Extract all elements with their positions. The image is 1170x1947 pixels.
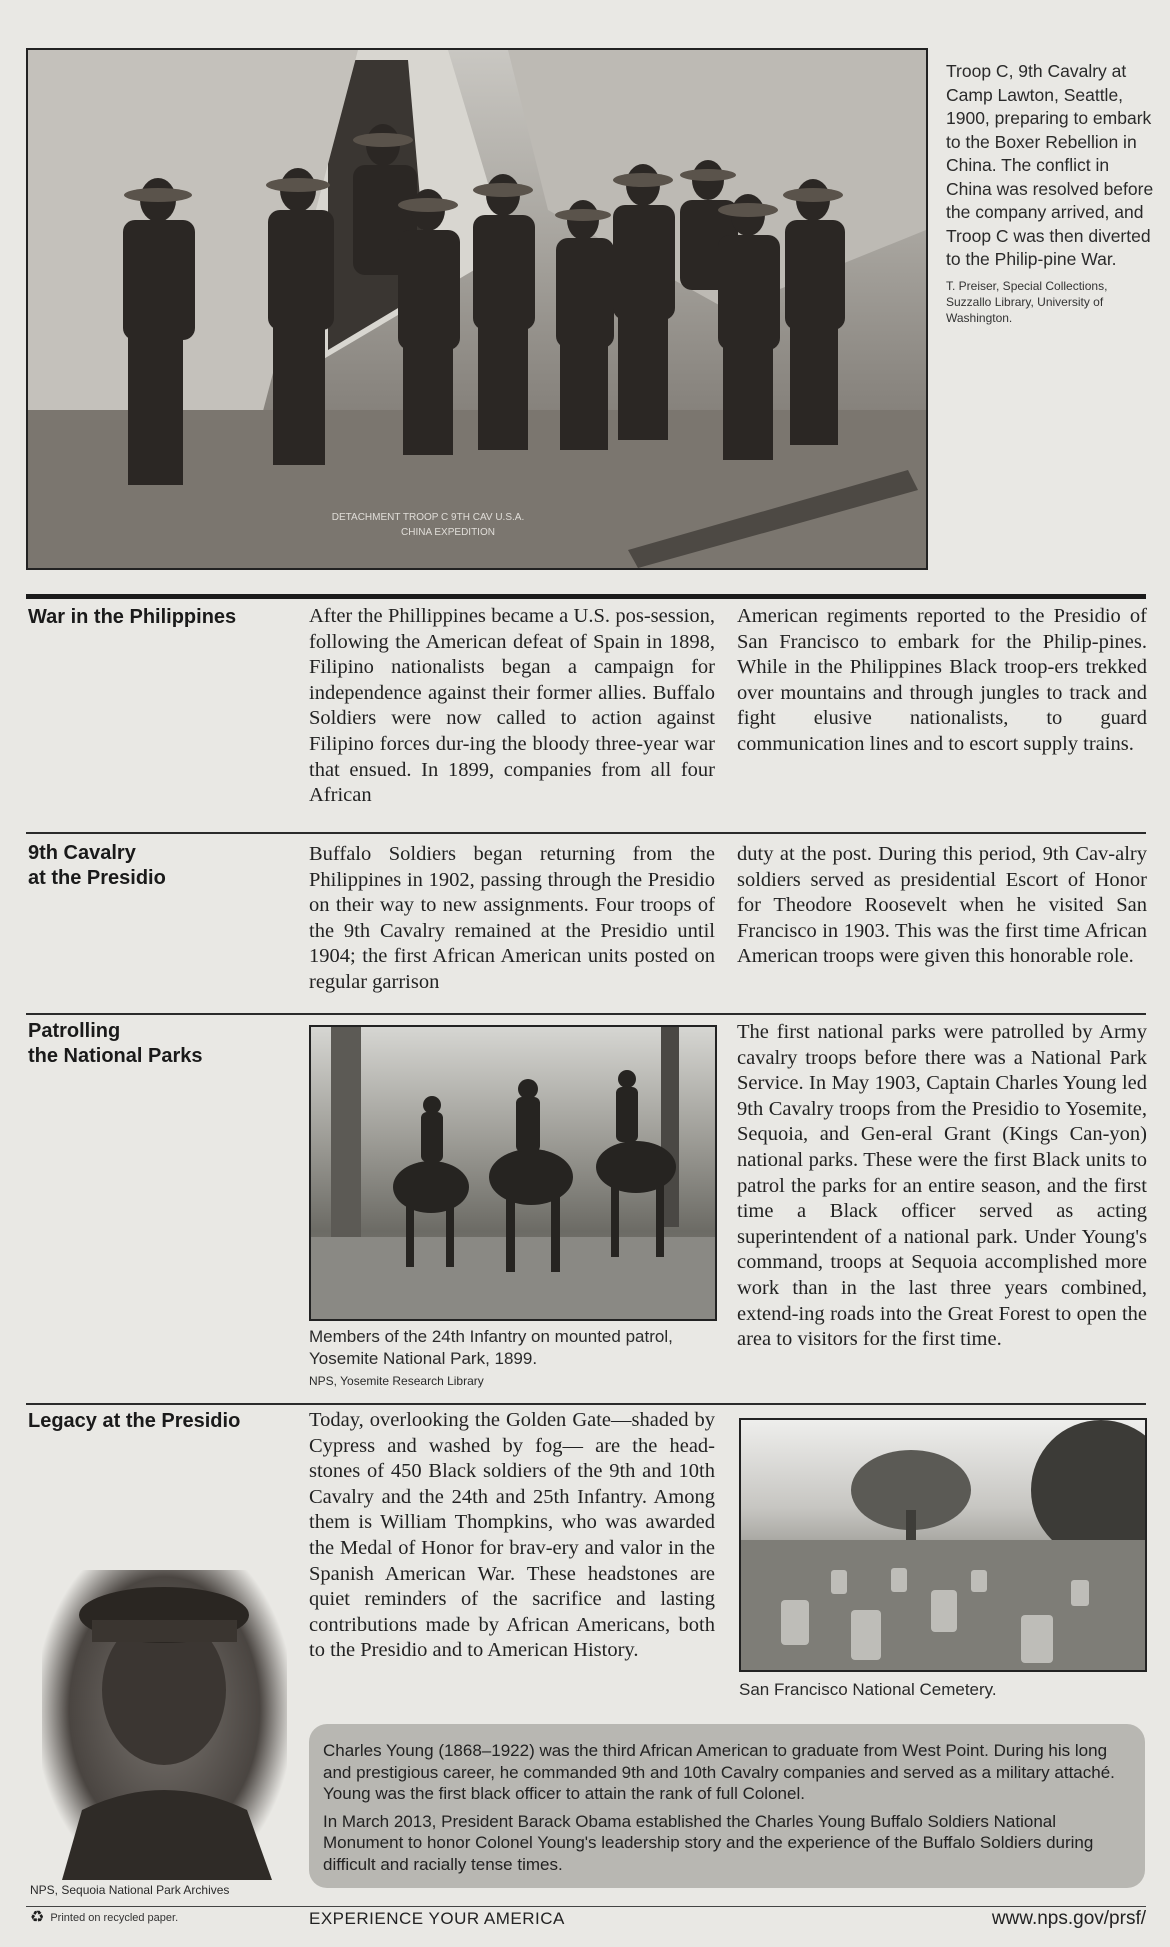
philippines-col1: After the Phillippines became a U.S. pos-session, following the American defeat of Spain in 1898, Filipino nationalists began a campaign for independence against their former allies. Buffalo Soldiers were now called to action against Filipino forces dur-ing the bloody three-year war that ensued. In 1899, companies from all four African — [309, 605, 715, 807]
top-photo-caption-text: Troop C, 9th Cavalry at Camp Lawton, Seattle, 1900, preparing to embark to the Boxer Rebellion in China. The conflict in China was resolved before the company arrived, and Troop C was then diverted to the Philip-pine War. — [946, 61, 1154, 269]
parks-col2: The first national parks were patrolled by Army cavalry troops before there was a National Park Service. In May 1903, Captain Charles Young led 9th Cavalry troops from the Presidio to Yosemite, Sequoia, and Gen-eral Grant (Kings Can-yon) national parks. These were the first Black units to patrol the parks for an entire season, and the first time a Black officer served as acting superintendent of a national park. Under Young's command, troops at Sequoia accomplished more work than in the last three years combined, extend-ing roads into the Great Forest to open the area to visitors for the first time. — [737, 1021, 1147, 1351]
info-box-paragraph-2: In March 2013, President Barack Obama established the Charles Young Buffalo Soldiers National Monument to honor Colonel Young's leadership story and the experience of the Buffalo Soldiers during difficult and racially tense times. — [323, 1811, 1094, 1874]
cavalry-col1: Buffalo Soldiers began returning from the Philippines in 1902, passing through the Presidio on their way to new assignments. Four troops of the 9th Cavalry remained at the Presidio until 1904; the first African American units posted on regular garrison — [309, 843, 715, 993]
heading-9th-cavalry-line2: at the Presidio — [28, 867, 166, 889]
patrol-photo-caption: Members of the 24th Infantry on mounted patrol, Yosemite National Park, 1899. — [309, 1327, 673, 1368]
footer-url-link[interactable]: www.nps.gov/prsf/ — [991, 1908, 1146, 1929]
mounted-patrol-photo — [309, 1025, 717, 1321]
charles-young-portrait — [42, 1570, 287, 1880]
cavalry-col2: duty at the post. During this period, 9th Cav-alry soldiers served as presidential Escort of Honor for Theodore Roosevelt when he visited San Francisco in 1903. This was the first time African American troops were given this honorable role. — [737, 843, 1147, 968]
section-rule-parks — [26, 1013, 1146, 1015]
heading-patrolling-parks — [28, 1019, 288, 1069]
heading-patrolling-line2: the National Parks — [28, 1045, 203, 1067]
cemetery-illustration — [741, 1420, 1145, 1670]
legacy-col1: Today, overlooking the Golden Gate—shaded by Cypress and washed by fog— are the head-stones of 450 Black soldiers of the 9th and 10th Cavalry and the 24th and 25th Infantry. Among them is William Thompkins, who was awarded the Medal of Honor for brav-ery and valor in the Spanish American War. These headstones are quiet reminders of the sacrifice and lasting contributions made by African Americans, both to the Presidio and to American History. — [309, 1409, 715, 1662]
troop-c-photo-illustration — [28, 50, 926, 568]
footer-tagline: EXPERIENCE YOUR AMERICA — [309, 1909, 565, 1928]
info-box-paragraph-1: Charles Young (1868–1922) was the third African American to graduate from West Point. During his long and prestigious career, he commanded 9th and 10th Cavalry companies and served as a military attaché. Young was the first black officer to attain the rank of full Colonel. — [323, 1741, 1115, 1803]
patrol-photo-credit: NPS, Yosemite Research Library — [309, 1374, 484, 1388]
top-photo-credit: T. Preiser, Special Collections, Suzzallo Library, University of Washington. — [946, 278, 1108, 325]
recycle-icon: ♻ — [30, 1909, 45, 1926]
philippines-col2: American regiments reported to the Presidio of San Francisco to embark for the Philip-pines. While in the Philippines Black troop-ers trekked over mountains and through jungles to track and fight elusive nationalists, to guard communication lines and to escort supply trains. — [737, 605, 1147, 755]
heading-patrolling-line1: Patrolling — [28, 1020, 121, 1042]
photo-inscription-1: DETACHMENT TROOP C 9TH CAV U.S.A. — [331, 512, 525, 523]
recycled-note — [30, 1910, 178, 1926]
section-rule-cavalry — [26, 832, 1146, 834]
heading-war-in-philippines: War in the Philippines — [28, 606, 237, 628]
cemetery-photo — [739, 1418, 1147, 1672]
photo-inscription-2: CHINA EXPEDITION — [401, 527, 495, 538]
heading-legacy-presidio: Legacy at the Presidio — [28, 1410, 241, 1432]
charles-young-info-box — [309, 1724, 1145, 1888]
heading-9th-cavalry-line1: 9th Cavalry — [28, 842, 136, 864]
recycled-text: Printed on recycled paper. — [50, 1912, 179, 1924]
heading-9th-cavalry — [28, 841, 288, 891]
mounted-patrol-illustration — [311, 1027, 715, 1319]
portrait-credit: NPS, Sequoia National Park Archives — [30, 1883, 230, 1897]
section-rule-philippines — [26, 594, 1146, 599]
troop-c-photo — [26, 48, 928, 570]
footer-rule — [26, 1906, 1146, 1907]
cemetery-photo-caption: San Francisco National Cemetery. — [739, 1680, 997, 1699]
charles-young-portrait-illustration — [42, 1570, 287, 1880]
top-photo-caption — [946, 60, 1156, 326]
section-rule-legacy — [26, 1403, 1146, 1405]
